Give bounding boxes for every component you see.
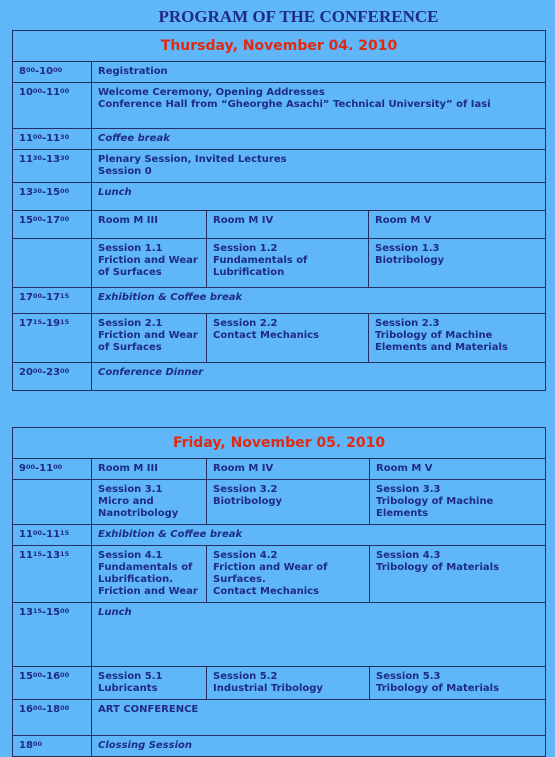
activity-text: Session 0: [98, 166, 152, 177]
session-text: Lubrification: [213, 267, 285, 278]
friday-schedule-row: [13, 546, 546, 603]
session-text: Friction and Wear: [98, 255, 198, 266]
session-cell: [92, 314, 207, 363]
time-cell: $18^{00}$: [13, 736, 92, 757]
room-label: Room M III: [98, 463, 158, 474]
session-text: Session 5.2: [213, 671, 278, 682]
session-text: Tribology of Machine: [376, 496, 494, 507]
session-text: Biotribology: [213, 496, 283, 507]
time-cell: $9^{00}-11^{00}$: [13, 459, 92, 480]
room-cell: [92, 459, 207, 480]
session-text: Tribology of Machine: [375, 330, 493, 341]
session-text: of Surfaces: [98, 342, 162, 353]
activity-cell: [92, 83, 546, 129]
session-text: Tribology of Materials: [376, 683, 500, 694]
session-text: Session 1.1: [98, 243, 163, 254]
time-cell: $17^{15}-19^{15}$: [13, 314, 92, 363]
time-cell: $11^{00}-11^{30}$: [13, 129, 92, 150]
session-text: Lubricants: [98, 683, 158, 694]
session-cell: [369, 314, 546, 363]
session-text: Session 2.1: [98, 318, 163, 329]
friday-schedule-row: [13, 603, 546, 667]
time-cell: $15^{00}-17^{00}$: [13, 211, 92, 239]
session-text: Friction and Wear: [98, 586, 198, 597]
activity-cell: [92, 288, 546, 314]
session-text: Session 3.2: [213, 484, 278, 495]
session-text: Contact Mechanics: [213, 330, 320, 341]
session-cell: [370, 480, 546, 525]
friday-schedule-row: [13, 736, 546, 757]
room-cell: [207, 211, 369, 239]
friday-schedule-row: [13, 525, 546, 546]
activity-text: Exhibition & Coffee break: [98, 529, 243, 540]
thursday-schedule-table: [12, 30, 546, 391]
thursday-schedule-row: [13, 183, 546, 211]
friday-schedule-table: [12, 427, 546, 757]
session-text: Session 3.3: [376, 484, 441, 495]
activity-text: Conference Hall from “Gheorghe Asachi” Technical University” of Iasi: [98, 99, 491, 110]
time-cell: [13, 239, 92, 288]
activity-text: Lunch: [98, 607, 132, 618]
room-cell: [207, 459, 370, 480]
friday-schedule-row: [13, 667, 546, 700]
session-text: of Surfaces: [98, 267, 162, 278]
activity-cell: [92, 129, 546, 150]
session-text: Lubrification.: [98, 574, 174, 585]
session-text: Contact Mechanics: [213, 586, 320, 597]
time-cell: $20^{00}-23^{00}$: [13, 363, 92, 391]
session-cell: [207, 667, 370, 700]
time-cell: $11^{00}-11^{15}$: [13, 525, 92, 546]
time-cell: $15^{00}-16^{00}$: [13, 667, 92, 700]
session-cell: [207, 480, 370, 525]
friday-schedule-row: [13, 700, 546, 736]
thursday-schedule-row: [13, 129, 546, 150]
activity-text: Plenary Session, Invited Lectures: [98, 154, 287, 165]
room-cell: [369, 211, 546, 239]
session-text: Session 2.3: [375, 318, 440, 329]
session-cell: [207, 239, 369, 288]
session-text: Session 5.3: [376, 671, 441, 682]
time-cell: $13^{15}-15^{00}$: [13, 603, 92, 667]
activity-text: ART CONFERENCE: [98, 704, 199, 715]
activity-cell: [92, 62, 546, 83]
session-text: Friction and Wear of: [213, 562, 328, 573]
session-cell: [207, 314, 369, 363]
session-cell: [369, 239, 546, 288]
friday-header-row: [13, 428, 546, 459]
session-cell: [92, 480, 207, 525]
thursday-schedule-row: [13, 363, 546, 391]
time-cell: $11^{15}-13^{15}$: [13, 546, 92, 603]
session-text: Surfaces.: [213, 574, 266, 585]
session-text: Industrial Tribology: [213, 683, 323, 694]
room-label: Room M V: [376, 463, 433, 474]
activity-text: Welcome Ceremony, Opening Addresses: [98, 87, 325, 98]
activity-cell: [92, 700, 546, 736]
session-cell: [92, 667, 207, 700]
session-text: Tribology of Materials: [376, 562, 500, 573]
thursday-schedule-row: [13, 62, 546, 83]
session-cell: [92, 239, 207, 288]
thursday-header-row: [13, 31, 546, 62]
thursday-schedule-row: [13, 314, 546, 363]
activity-text: Clossing Session: [98, 740, 193, 751]
session-cell: [207, 546, 370, 603]
time-cell: $8^{00}-10^{00}$: [13, 62, 92, 83]
session-text: Fundamentals of: [98, 562, 193, 573]
friday-schedule-row: [13, 480, 546, 525]
friday-day-header: Friday, November 05. 2010: [13, 428, 546, 459]
thursday-day-header: Thursday, November 04. 2010: [13, 31, 546, 62]
time-cell: $17^{00}-17^{15}$: [13, 288, 92, 314]
room-label: Room M V: [375, 215, 432, 226]
time-cell: $10^{00}-11^{00}$: [13, 83, 92, 129]
time-cell: $16^{00}-18^{00}$: [13, 700, 92, 736]
room-label: Room M IV: [213, 463, 274, 474]
activity-text: Exhibition & Coffee break: [98, 292, 243, 303]
session-text: Fundamentals of: [213, 255, 308, 266]
session-text: Session 4.2: [213, 550, 278, 561]
session-text: Elements: [376, 508, 429, 519]
session-cell: [370, 546, 546, 603]
session-cell: [370, 667, 546, 700]
session-text: Session 1.2: [213, 243, 278, 254]
session-text: Micro and: [98, 496, 154, 507]
time-cell: $11^{30}-13^{30}$: [13, 150, 92, 183]
thursday-schedule-row: [13, 288, 546, 314]
room-cell: [92, 211, 207, 239]
session-text: Biotribology: [375, 255, 445, 266]
activity-cell: [92, 150, 546, 183]
session-text: Elements and Materials: [375, 342, 508, 353]
activity-text: Coffee break: [98, 133, 170, 144]
activity-cell: [92, 363, 546, 391]
session-text: Session 3.1: [98, 484, 163, 495]
activity-cell: [92, 525, 546, 546]
thursday-schedule-row: [13, 211, 546, 239]
activity-cell: [92, 183, 546, 211]
room-label: Room M III: [98, 215, 158, 226]
session-text: Nanotribology: [98, 508, 179, 519]
activity-text: Conference Dinner: [98, 367, 204, 378]
session-cell: [92, 546, 207, 603]
thursday-schedule-row: [13, 83, 546, 129]
time-cell: $13^{30}-15^{00}$: [13, 183, 92, 211]
session-text: Session 5.1: [98, 671, 163, 682]
time-cell: [13, 480, 92, 525]
session-text: Session 4.3: [376, 550, 441, 561]
session-text: Friction and Wear: [98, 330, 198, 341]
activity-cell: [92, 736, 546, 757]
room-label: Room M IV: [213, 215, 274, 226]
friday-schedule-row: [13, 459, 546, 480]
page-title: PROGRAM OF THE CONFERENCE: [158, 7, 439, 26]
session-text: Session 1.3: [375, 243, 440, 254]
thursday-schedule-row: [13, 150, 546, 183]
room-cell: [370, 459, 546, 480]
session-text: Session 4.1: [98, 550, 163, 561]
activity-cell: [92, 603, 546, 667]
activity-text: Lunch: [98, 187, 132, 198]
session-text: Session 2.2: [213, 318, 278, 329]
activity-text: Registration: [98, 66, 168, 77]
thursday-schedule-row: [13, 239, 546, 288]
